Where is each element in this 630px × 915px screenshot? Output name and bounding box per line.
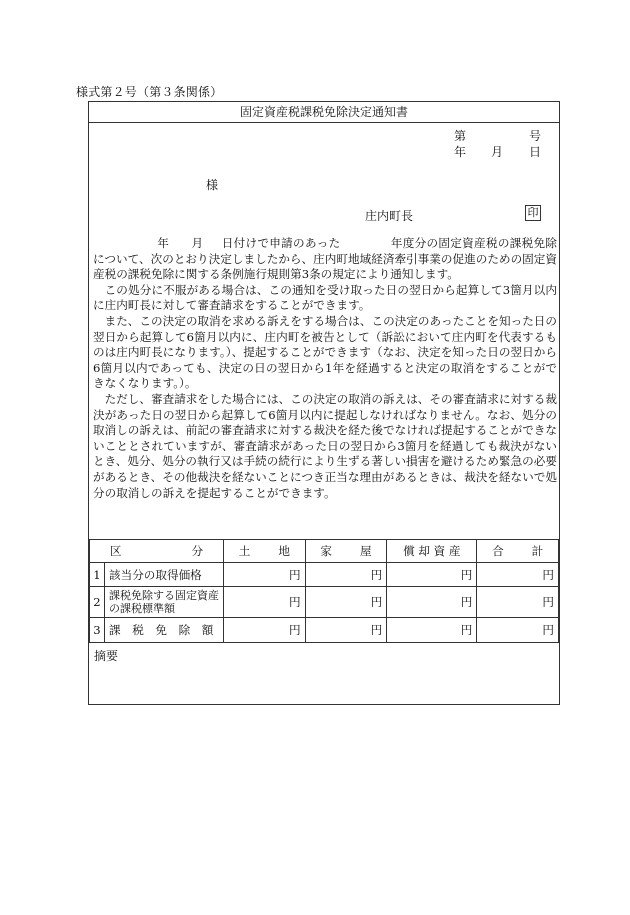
- number-label-dai: 第: [454, 129, 467, 143]
- date-year-label: 年: [454, 145, 467, 159]
- body-paragraph-4: ただし、審査請求をした場合には、この決定の取消の訴えは、その審査請求に対する裁決があった日の翌日から起算して6箇月以内に提起しなければなりません。なお、処分の取消しの訴えは、前記の審査請求に対する裁決を経た後でなければ提起することができないこととされていますが、審査請求があった日の翌日から3箇月を経過しても裁決がないとき、処分、処分の執行又は手続の続行により生ずる著しい損害を避けるため緊急の必要があるとき、その他裁決を経ないことにつき正当な理由があるときは、裁決を経ないで処分の取消しの訴えを提起することができます。: [93, 391, 557, 500]
- body-paragraph-2: この処分に不服がある場合は、この通知を受け取った日の翌日から起算して3箇月以内に庄内町長に対して審査請求をすることができます。: [93, 282, 557, 313]
- addressee-suffix: 様: [206, 178, 219, 192]
- table-row: 1 該当分の取得価格 円 円 円 円: [90, 563, 559, 587]
- document-title: 固定資産税課税免除決定通知書: [89, 102, 559, 123]
- form-identifier: 様式第２号（第３条関係）: [76, 85, 223, 99]
- table-header-row: [90, 540, 559, 563]
- notice-body: [93, 236, 557, 501]
- remarks-label: 摘要: [94, 649, 119, 663]
- header-kubun: 区 分: [90, 540, 224, 563]
- body-paragraph-3: また、この決定の取消を求める訴えをする場合は、この決定のあったことを知った日の翌日から起算して6箇月以内に、庄内町を被告として（訴訟において庄内町を代表するものは庄内町長になります。）、提起することができます（なお、決定を知った日の翌日から6箇月以内であっても、決定の日の翌日から1年を経過すると決定の取消をすることができなくなります。）。: [93, 313, 557, 391]
- header-land: 土 地: [224, 540, 306, 563]
- header-house: 家 屋: [305, 540, 387, 563]
- notice-form: [88, 101, 560, 705]
- header-depreciable-assets: 償 却 資 産: [387, 540, 477, 563]
- body-paragraph-1: 年 月 日付けで申請のあった 年度分の固定資産税の課税免除について、次のとおり決定しましたから、庄内町地域経済牽引事業の促進のための固定資産税の課税免除に関する条例施行規則第3条の規定により通知します。: [93, 236, 557, 282]
- table-row: 2 課税免除する固定資産の課税標準額 円 円 円 円: [90, 587, 559, 618]
- seal-mark: 印: [525, 205, 541, 221]
- date-month-label: 月: [491, 145, 504, 159]
- remarks-divider: [89, 642, 559, 643]
- date-day-label: 日: [529, 145, 542, 159]
- number-label-go: 号: [529, 129, 542, 143]
- issuer-name: 庄内町長: [365, 209, 414, 223]
- table-row: 3 課 税 免 除 額 円 円 円 円: [90, 618, 559, 643]
- amounts-table: [89, 539, 559, 643]
- header-total: 合 計: [477, 540, 559, 563]
